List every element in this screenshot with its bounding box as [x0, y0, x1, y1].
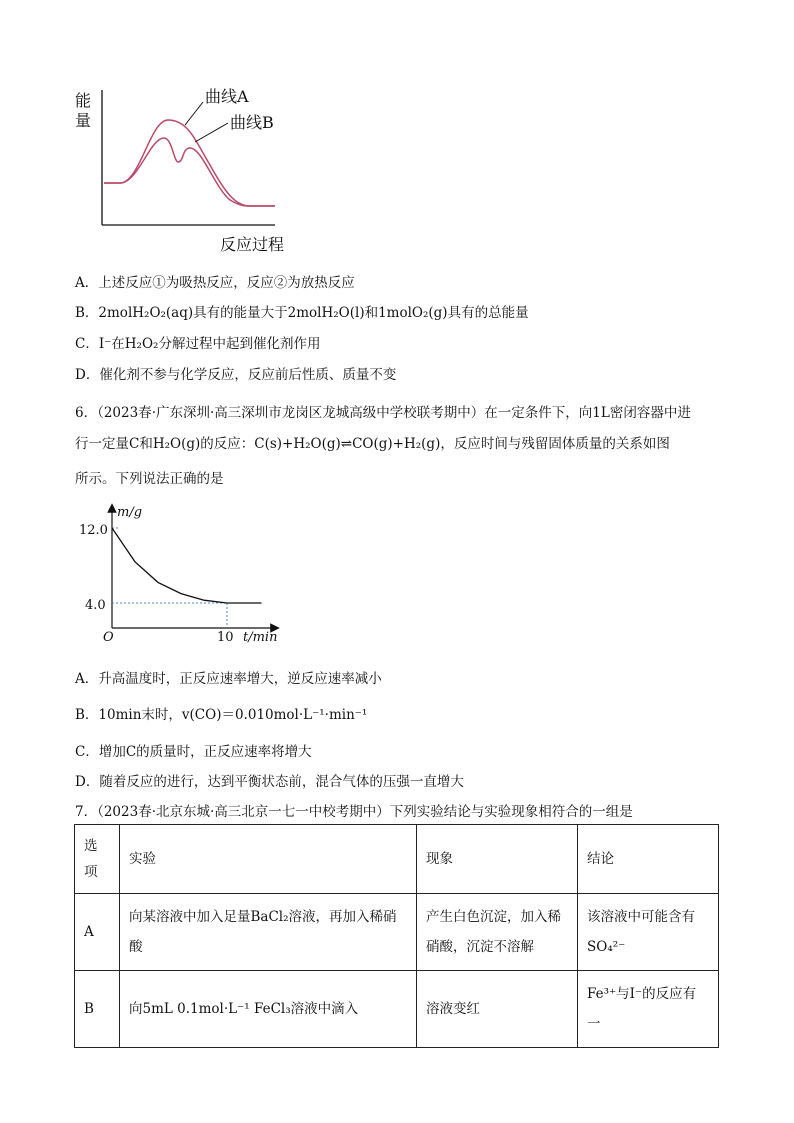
energy-x-label: 反应过程 [220, 235, 285, 254]
energy-y-label-1: 能 [75, 91, 92, 110]
table-row [75, 894, 719, 971]
q6-option-d: D．随着反应的进行，达到平衡状态前，混合气体的压强一直增大 [75, 774, 464, 790]
x-tick-10: 10 [217, 630, 234, 645]
curve-b-path [104, 138, 275, 206]
q7-stem: 7．（2023春·北京东城·高三北京一七一中校考期中）下列实验结论与实验现象相符合的一组是 [75, 804, 633, 820]
curve-b-leader [195, 123, 228, 142]
row-b-option: B [75, 971, 120, 1048]
chart-origin: O [103, 630, 114, 645]
row-b-phenomenon: 溶液变红 [417, 971, 578, 1048]
q6-option-a: A．升高温度时，正反应速率增大，逆反应速率减小 [75, 671, 382, 687]
chart-x-axis-label: t/min [243, 630, 278, 645]
mass-time-chart [75, 500, 295, 650]
table-header-row [75, 825, 719, 894]
header-option: 选项 [75, 825, 120, 894]
mass-curve [112, 528, 262, 603]
q6-option-c: C．增加C的质量时，正反应速率将增大 [75, 744, 312, 760]
q6-stem-line3: 所示。下列说法正确的是 [75, 471, 224, 487]
y-tick-12: 12.0 [79, 523, 108, 538]
mass-time-chart-svg [75, 500, 295, 650]
q5-option-d: D．催化剂不参与化学反应，反应前后性质、质量不变 [75, 367, 397, 383]
curve-a-leader [185, 102, 203, 125]
energy-diagram [70, 80, 310, 260]
q5-option-a: A．上述反应①为吸热反应，反应②为放热反应 [75, 275, 355, 291]
q5-option-b: B．2molH₂O₂(aq)具有的能量大于2molH₂O(l)和1molO₂(g)具有的总能量 [75, 305, 529, 321]
row-a-option: A [75, 894, 120, 971]
energy-y-label-2: 量 [75, 111, 92, 130]
q6-option-b: B．10min末时，v(CO)＝0.010mol·L⁻¹·min⁻¹ [75, 707, 368, 723]
q5-option-c: C．I⁻在H₂O₂分解过程中起到催化剂作用 [75, 336, 321, 352]
row-a-conclusion: 该溶液中可能含有SO₄²⁻ [578, 894, 719, 971]
row-a-experiment: 向某溶液中加入足量BaCl₂溶液，再加入稀硝酸 [120, 894, 417, 971]
row-b-experiment: 向5mL 0.1mol·L⁻¹ FeCl₃溶液中滴入 [120, 971, 417, 1048]
row-b-conclusion: Fe³⁺与I⁻的反应有一 [578, 971, 719, 1048]
header-experiment: 实验 [120, 825, 417, 894]
curve-b-label: 曲线B [230, 113, 274, 132]
chart-y-axis-label: m/g [117, 505, 143, 520]
table-row [75, 971, 719, 1048]
curve-a-label: 曲线A [205, 87, 249, 106]
y-tick-4: 4.0 [85, 598, 106, 613]
q6-stem-line2: 行一定量C和H₂O(g)的反应：C(s)+H₂O(g)⇌CO(g)+H₂(g)，反应时间与残留固体质量的关系如图 [75, 436, 670, 452]
row-a-phenomenon: 产生白色沉淀，加入稀硝酸，沉淀不溶解 [417, 894, 578, 971]
q7-table [74, 824, 719, 1048]
header-conclusion: 结论 [578, 825, 719, 894]
q6-stem-line1: 6．（2023春·广东深圳·高三深圳市龙岗区龙城高级中学校联考期中）在一定条件下，向1L密闭容器中进 [75, 405, 691, 421]
header-phenomenon: 现象 [417, 825, 578, 894]
